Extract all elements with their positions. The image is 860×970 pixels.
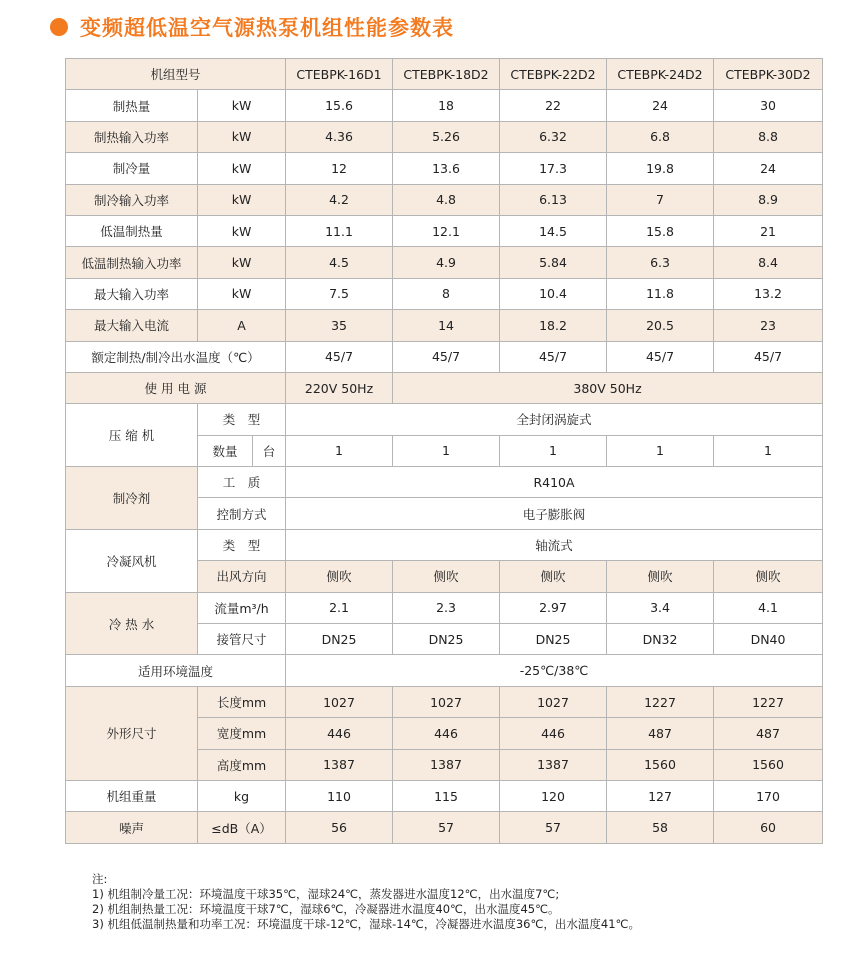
value-cell: 1 [286,435,393,466]
value-cell: 1227 [714,686,823,717]
value-cell: 8.8 [714,121,823,152]
model-cell: CTEBPK-24D2 [607,59,714,90]
table-row [66,153,823,184]
note-item: 2) 机组制热量工况：环境温度干球7℃，湿球6℃，冷凝器进水温度40℃，出水温度45℃。 [92,902,560,916]
row-label: 低温制热输入功率 [66,247,198,278]
value-cell: 6.32 [500,121,607,152]
table-row [66,467,823,498]
value-cell: 14 [393,310,500,341]
row-label: 机组重量 [66,780,198,811]
value-cell: 15.6 [286,90,393,121]
value-cell: 1387 [286,749,393,780]
page-title: 变频超低温空气源热泵机组性能参数表 [80,16,454,40]
value-cell: 1227 [607,686,714,717]
value-cell: 58 [607,812,714,843]
table-row [66,404,823,435]
value-cell: 1027 [500,686,607,717]
value-cell: 1 [500,435,607,466]
model-cell: CTEBPK-16D1 [286,59,393,90]
value-cell: DN32 [607,624,714,655]
value-cell: 110 [286,780,393,811]
value-cell: 1387 [393,749,500,780]
value-cell: 24 [714,153,823,184]
value-cell: 11.8 [607,278,714,309]
table-row [66,215,823,246]
value-cell: 45/7 [286,341,393,372]
table-row [66,592,823,623]
row-label: 工 质 [198,467,286,498]
value-cell: 3.4 [607,592,714,623]
notes-heading: 注: [92,872,108,886]
table-row [66,529,823,560]
table-row [66,184,823,215]
value-cell: 45/7 [607,341,714,372]
value-cell: 6.13 [500,184,607,215]
title-bar [50,12,454,42]
value-cell: 13.2 [714,278,823,309]
value-cell: R410A [286,467,823,498]
table-row [66,341,823,372]
row-unit: A [198,310,286,341]
value-cell: 14.5 [500,215,607,246]
value-cell: 15.8 [607,215,714,246]
value-cell: 1560 [607,749,714,780]
table-row [66,372,823,403]
note-item: 1) 机组制冷量工况：环境温度干球35℃，湿球24℃，蒸发器进水温度12℃，出水温度7℃; [92,887,560,901]
table-row [66,310,823,341]
spec-table [65,58,823,844]
table-row [66,121,823,152]
row-label: 数量 [198,435,253,466]
value-cell: 12.1 [393,215,500,246]
row-unit: kW [198,184,286,215]
value-cell: 2.1 [286,592,393,623]
value-cell: 8.9 [714,184,823,215]
row-unit: kW [198,247,286,278]
table-row [66,278,823,309]
value-cell: 23 [714,310,823,341]
row-unit: kW [198,121,286,152]
value-cell: 380V 50Hz [393,372,823,403]
value-cell: 侧吹 [607,561,714,592]
row-label: 噪声 [66,812,198,843]
notes [92,872,640,932]
value-cell: 446 [500,718,607,749]
model-cell: CTEBPK-30D2 [714,59,823,90]
header-row [66,59,823,90]
row-label: 使 用 电 源 [66,372,286,403]
value-cell: DN25 [393,624,500,655]
value-cell: 7 [607,184,714,215]
value-cell: 侧吹 [393,561,500,592]
row-label: 最大输入功率 [66,278,198,309]
value-cell: 57 [500,812,607,843]
value-cell: 1027 [286,686,393,717]
row-label: 长度mm [198,686,286,717]
value-cell: 115 [393,780,500,811]
row-label: 宽度mm [198,718,286,749]
row-label: 制冷输入功率 [66,184,198,215]
value-cell: 4.9 [393,247,500,278]
note-item: 3) 机组低温制热量和功率工况：环境温度干球-12℃，湿球-14℃，冷凝器进水温度36℃，出水温度41℃。 [92,917,640,931]
value-cell: 4.1 [714,592,823,623]
table-row [66,812,823,843]
group-label: 外形尺寸 [66,686,198,780]
row-label: 制热量 [66,90,198,121]
row-unit: kg [198,780,286,811]
group-label: 制冷剂 [66,467,198,530]
value-cell: 7.5 [286,278,393,309]
value-cell: 4.5 [286,247,393,278]
value-cell: 4.8 [393,184,500,215]
model-cell: CTEBPK-22D2 [500,59,607,90]
table-row [66,655,823,686]
row-label: 制热输入功率 [66,121,198,152]
value-cell: 4.2 [286,184,393,215]
value-cell: 60 [714,812,823,843]
row-unit: kW [198,278,286,309]
table-row [66,247,823,278]
value-cell: 45/7 [393,341,500,372]
value-cell: 1387 [500,749,607,780]
value-cell: 45/7 [714,341,823,372]
value-cell: 电子膨胀阀 [286,498,823,529]
row-label: 接管尺寸 [198,624,286,655]
group-label: 冷凝风机 [66,529,198,592]
value-cell: 18.2 [500,310,607,341]
value-cell: 全封闭涡旋式 [286,404,823,435]
value-cell: 1560 [714,749,823,780]
value-cell: 35 [286,310,393,341]
row-label: 低温制热量 [66,215,198,246]
value-cell: DN40 [714,624,823,655]
model-label: 机组型号 [66,59,286,90]
value-cell: 56 [286,812,393,843]
value-cell: 20.5 [607,310,714,341]
value-cell: 57 [393,812,500,843]
value-cell: 487 [714,718,823,749]
value-cell: 轴流式 [286,529,823,560]
value-cell: 侧吹 [500,561,607,592]
row-unit: ≤dB（A） [198,812,286,843]
value-cell: 11.1 [286,215,393,246]
row-unit: kW [198,215,286,246]
value-cell: 1 [714,435,823,466]
value-cell: 487 [607,718,714,749]
value-cell: 6.3 [607,247,714,278]
table-row [66,90,823,121]
row-label: 额定制热/制冷出水温度（℃） [66,341,286,372]
value-cell: 127 [607,780,714,811]
value-cell: 4.36 [286,121,393,152]
row-label: 制冷量 [66,153,198,184]
row-unit: 台 [253,435,286,466]
value-cell: DN25 [286,624,393,655]
value-cell: 6.8 [607,121,714,152]
value-cell: 120 [500,780,607,811]
row-label: 出风方向 [198,561,286,592]
value-cell: 22 [500,90,607,121]
value-cell: DN25 [500,624,607,655]
value-cell: -25℃/38℃ [286,655,823,686]
row-label: 类 型 [198,529,286,560]
value-cell: 侧吹 [286,561,393,592]
row-unit: kW [198,90,286,121]
value-cell: 10.4 [500,278,607,309]
value-cell: 220V 50Hz [286,372,393,403]
row-label: 控制方式 [198,498,286,529]
value-cell: 8.4 [714,247,823,278]
value-cell: 12 [286,153,393,184]
value-cell: 2.97 [500,592,607,623]
value-cell: 21 [714,215,823,246]
value-cell: 446 [286,718,393,749]
row-unit: kW [198,153,286,184]
table-row [66,686,823,717]
group-label: 压 缩 机 [66,404,198,467]
value-cell: 1027 [393,686,500,717]
value-cell: 18 [393,90,500,121]
value-cell: 2.3 [393,592,500,623]
value-cell: 5.26 [393,121,500,152]
group-label: 冷 热 水 [66,592,198,655]
table-row [66,780,823,811]
row-label: 适用环境温度 [66,655,286,686]
value-cell: 45/7 [500,341,607,372]
bullet-dot-icon [50,18,68,36]
value-cell: 8 [393,278,500,309]
value-cell: 170 [714,780,823,811]
value-cell: 24 [607,90,714,121]
model-cell: CTEBPK-18D2 [393,59,500,90]
value-cell: 446 [393,718,500,749]
row-label: 高度mm [198,749,286,780]
value-cell: 1 [607,435,714,466]
value-cell: 17.3 [500,153,607,184]
row-label: 流量m³/h [198,592,286,623]
value-cell: 13.6 [393,153,500,184]
value-cell: 1 [393,435,500,466]
row-label: 类 型 [198,404,286,435]
value-cell: 19.8 [607,153,714,184]
value-cell: 5.84 [500,247,607,278]
value-cell: 30 [714,90,823,121]
row-label: 最大输入电流 [66,310,198,341]
value-cell: 侧吹 [714,561,823,592]
